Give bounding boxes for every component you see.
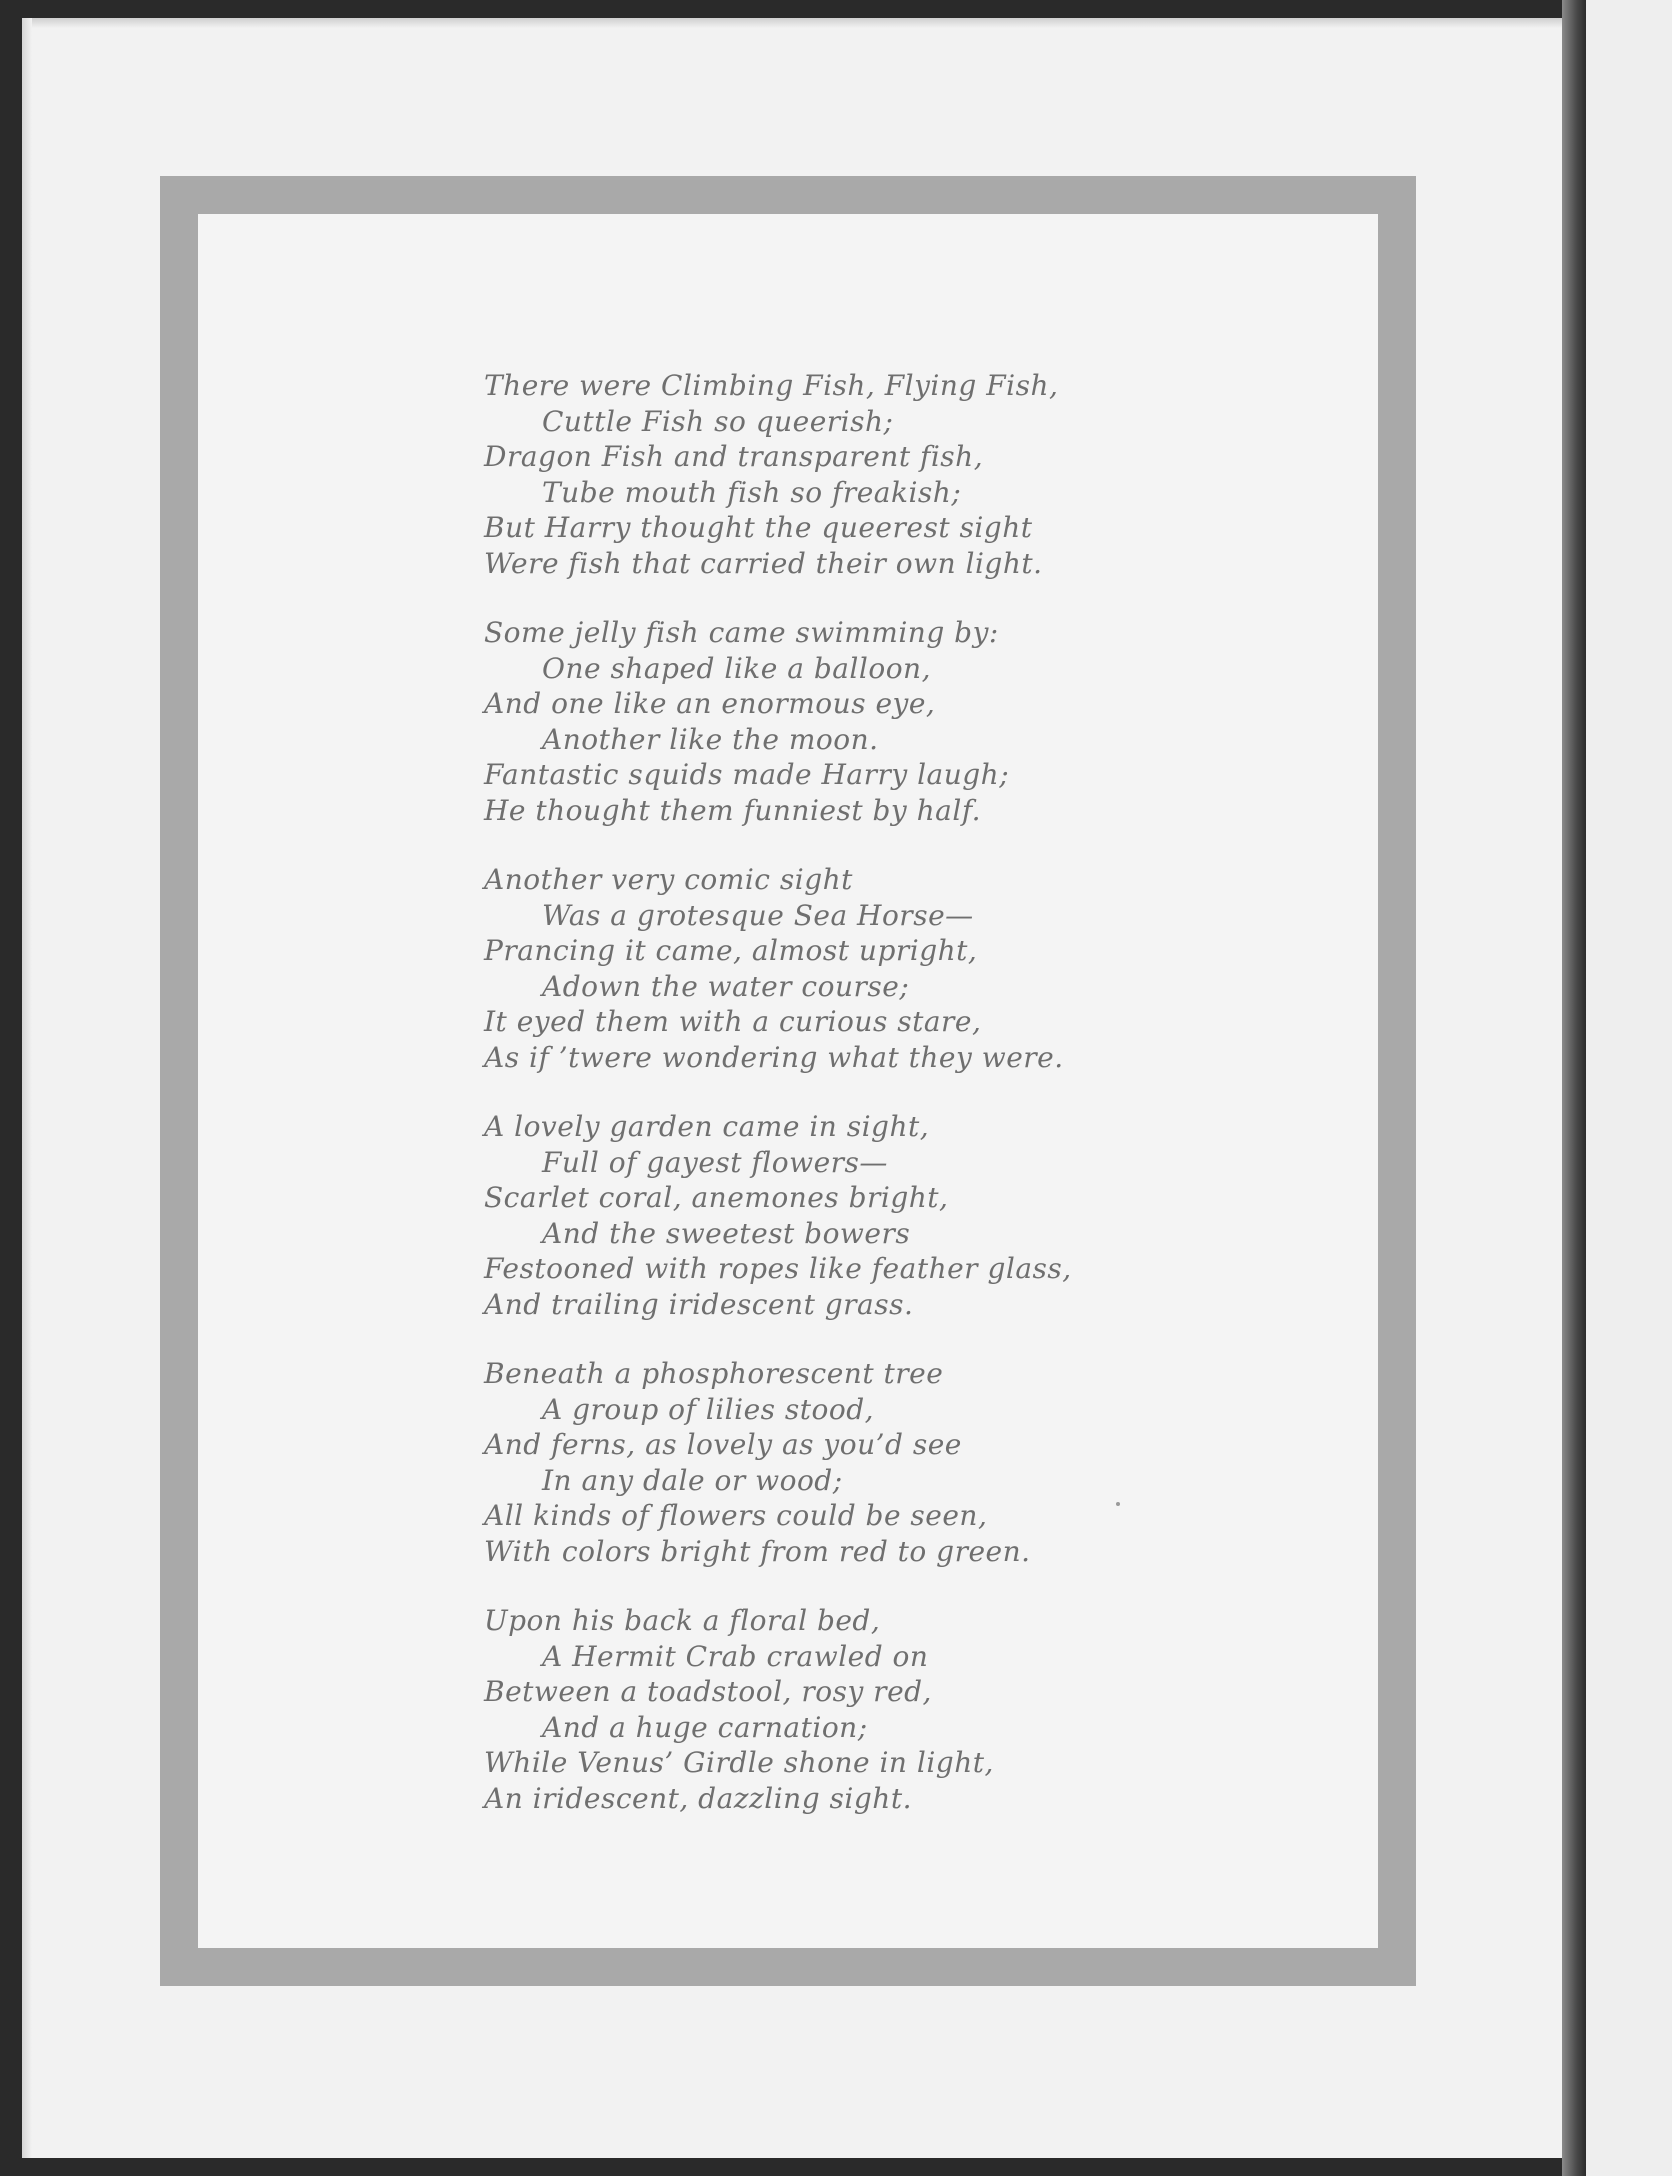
poem-stanza (484, 615, 1284, 828)
poem-line: Fantastic squids made Harry laugh; (484, 758, 1010, 791)
poem-line: Upon his back a floral bed, (484, 1604, 881, 1637)
poem-line: Prancing it came, almost upright, (484, 934, 978, 967)
poem-line: There were Climbing Fish, Flying Fish, (484, 369, 1059, 402)
poem-stanza (484, 1109, 1284, 1322)
poem-line: While Venus’ Girdle shone in light, (484, 1746, 994, 1779)
poem-text (484, 368, 1284, 1850)
poem-line: And the sweetest bowers (542, 1216, 911, 1250)
poem-line: Festooned with ropes like feather glass, (484, 1252, 1072, 1285)
poem-line: Tube mouth fish so freakish; (542, 475, 962, 509)
poem-stanza (484, 368, 1284, 581)
poem-line: Scarlet coral, anemones bright, (484, 1181, 949, 1214)
poem-line: But Harry thought the queerest sight (484, 511, 1033, 544)
poem-line: In any dale or wood; (542, 1463, 843, 1497)
poem-line: Was a grotesque Sea Horse— (542, 898, 974, 932)
poem-line: Cuttle Fish so queerish; (542, 404, 894, 438)
book-spine (1562, 0, 1586, 2176)
poem-line: Another like the moon. (542, 722, 879, 756)
paper-speck (1116, 1502, 1120, 1506)
poem-line: Between a toadstool, rosy red, (484, 1675, 932, 1708)
poem-line: Full of gayest flowers— (542, 1145, 888, 1179)
poem-line: An iridescent, dazzling sight. (484, 1781, 912, 1815)
poem-line: With colors bright from red to green. (484, 1534, 1031, 1568)
poem-line: And one like an enormous eye, (484, 687, 936, 720)
page-left-shadow (22, 18, 32, 2158)
page-top-shadow (22, 18, 1562, 28)
poem-line: One shaped like a balloon, (542, 651, 931, 685)
poem-line: And trailing iridescent grass. (484, 1287, 914, 1321)
poem-line: And ferns, as lovely as you’d see (484, 1428, 962, 1461)
poem-line: It eyed them with a curious stare, (484, 1005, 982, 1038)
poem-stanza (484, 1356, 1284, 1569)
poem-line: As if ’twere wondering what they were. (484, 1040, 1064, 1074)
poem-line: A Hermit Crab crawled on (542, 1639, 929, 1673)
poem-line: And a huge carnation; (542, 1710, 868, 1744)
poem-line: Some jelly fish came swimming by: (484, 616, 999, 649)
poem-line: He thought them funniest by half. (484, 793, 982, 827)
poem-line: Dragon Fish and transparent fish, (484, 440, 984, 473)
poem-line: Were fish that carried their own light. (484, 546, 1043, 580)
poem-line: A group of lilies stood, (542, 1392, 875, 1426)
poem-line: All kinds of flowers could be seen, (484, 1499, 988, 1532)
poem-stanza (484, 862, 1284, 1075)
poem-stanza (484, 1603, 1284, 1816)
poem-line: Adown the water course; (542, 969, 910, 1003)
facing-page-edge (1586, 0, 1672, 2176)
poem-line: Beneath a phosphorescent tree (484, 1357, 944, 1390)
poem-line: Another very comic sight (484, 863, 853, 896)
poem-line: A lovely garden came in sight, (484, 1110, 930, 1143)
